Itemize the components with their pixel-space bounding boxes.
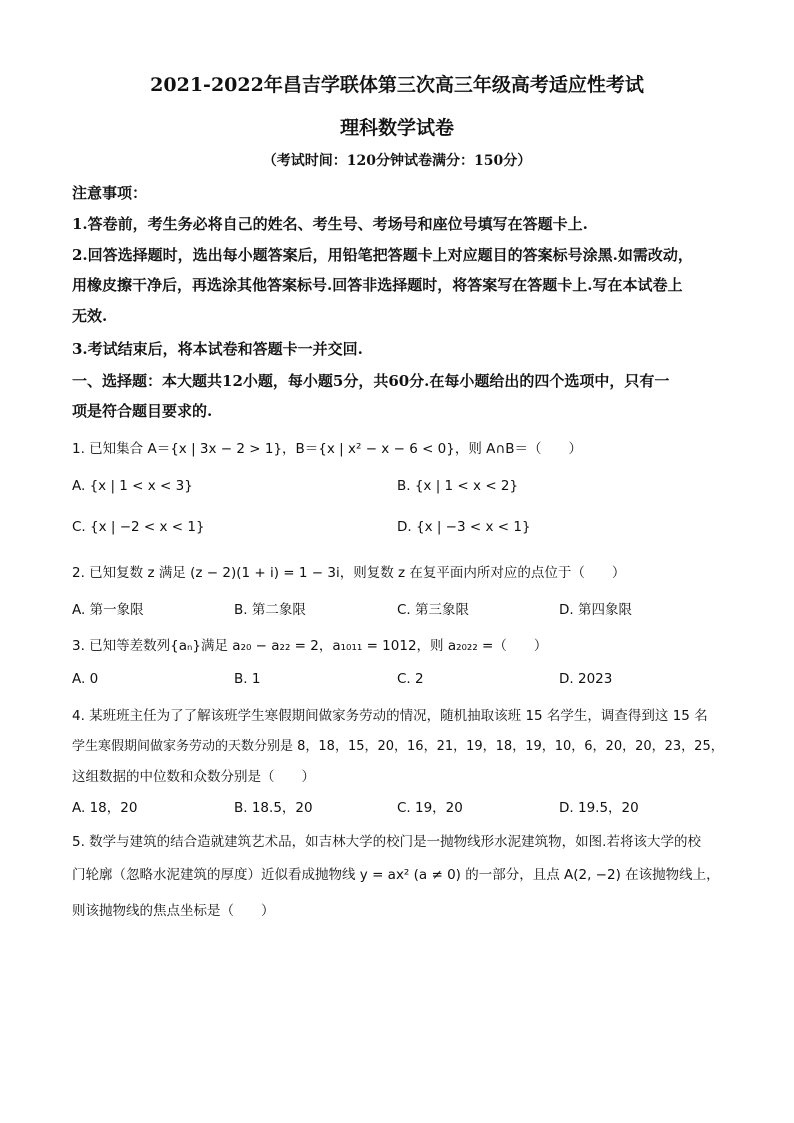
question-2-option-b: B. 第二象限 [234,602,306,618]
section-heading-line-2: 项是符合题目要求的. [72,402,213,420]
question-1-option-b: B. {x | 1 < x < 2} [397,478,519,494]
question-1-stem: 1. 已知集合 A＝{x | 3x − 2 > 1}，B＝{x | x² − x − 6 < 0}，则 A∩B＝（ ） [72,441,583,457]
question-4-line-2: 学生寒假期间做家务劳动的天数分别是 8，18，15，20，16，21，19，18，19，10，6，20，20，23，25， [72,739,724,754]
question-5-line-3: 则该抛物线的焦点坐标是（ ） [72,903,275,919]
question-4-line-1: 4. 某班班主任为了了解该班学生寒假期间做家务劳动的情况，随机抽取该班 15 名学生，调查得到这 15 名 [72,708,708,724]
question-2-stem: 2. 已知复数 z 满足 (z − 2)(1 + i) = 1 − 3i，则复数 z 在复平面内所对应的点位于（ ） [72,565,626,581]
question-3-option-b: B. 1 [234,671,261,687]
exam-subtitle: 理科数学试卷 [339,117,454,139]
question-3-option-a: A. 0 [72,671,99,687]
exam-info: （考试时间：120分钟试卷满分：150分） [262,153,532,169]
question-3-stem: 3. 已知等差数列{aₙ}满足 a₂₀ − a₂₂ = 2，a₁₀₁₁ = 1012，则 a₂₀₂₂ =（ ） [72,638,548,654]
question-3-option-d: D. 2023 [559,671,613,687]
question-2-option-a: A. 第一象限 [72,602,144,618]
notice-item-2-line-2: 用橡皮擦干净后，再选涂其他答案标号.回答非选择题时，将答案写在答题卡上.写在本试卷上 [72,276,683,294]
question-2-option-d: D. 第四象限 [559,602,632,618]
question-5-line-2: 门轮廓（忽略水泥建筑的厚度）近似看成抛物线 y = ax² (a ≠ 0) 的一部分，且点 A(2, −2) 在该抛物线上， [72,867,720,883]
question-2-option-c: C. 第三象限 [397,602,470,618]
question-1-option-d: D. {x | −3 < x < 1} [397,519,531,535]
notice-item-2-line-1: 2.回答选择题时，选出每小题答案后，用铅笔把答题卡上对应题目的答案标号涂黑.如需改动， [72,246,693,264]
question-4-option-d: D. 19.5，20 [559,800,639,816]
question-4-option-c: C. 19，20 [397,800,463,816]
notice-item-1: 1.答卷前，考生务必将自己的姓名、考生号、考场号和座位号填写在答题卡上. [72,215,588,233]
question-3-option-c: C. 2 [397,671,424,687]
section-heading-line-1: 一、选择题：本大题共12小题，每小题5分，共60分.在每小题给出的四个选项中，只有一 [72,372,670,390]
exam-title: 2021-2022年昌吉学联体第三次高三年级高考适应性考试 [150,74,644,96]
question-4-option-b: B. 18.5，20 [234,800,313,816]
question-4-option-a: A. 18，20 [72,800,138,816]
notice-item-3: 3.考试结束后，将本试卷和答题卡一并交回. [72,340,363,358]
notice-heading: 注意事项： [72,184,148,202]
question-1-option-c: C. {x | −2 < x < 1} [72,519,205,535]
question-1-option-a: A. {x | 1 < x < 3} [72,478,193,494]
question-4-line-3: 这组数据的中位数和众数分别是（ ） [72,769,315,785]
notice-item-2-line-3: 无效. [72,307,108,325]
question-5-line-1: 5. 数学与建筑的结合造就建筑艺术品，如吉林大学的校门是一抛物线形水泥建筑物，如图.若将该大学的校 [72,834,701,850]
